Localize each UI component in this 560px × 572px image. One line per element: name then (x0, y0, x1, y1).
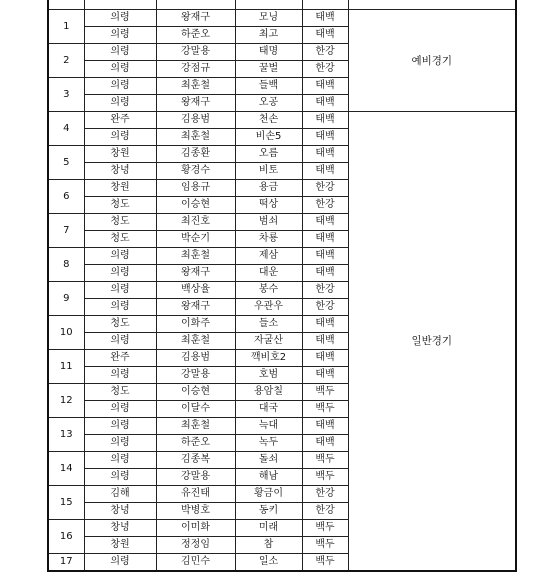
region-cell: 의령 (84, 44, 156, 61)
owner-cell: 이승현 (156, 384, 235, 401)
weight-class-cell: 한강 (302, 282, 348, 299)
region-cell: 의령 (84, 10, 156, 27)
match-number-cell: 16 (48, 520, 84, 554)
region-cell: 의령 (84, 61, 156, 78)
bull-name-cell: 봉수 (235, 282, 302, 299)
bull-name-cell: 호범 (235, 367, 302, 384)
owner-cell: 하준오 (156, 435, 235, 452)
owner-cell: 이화주 (156, 316, 235, 333)
bull-name-cell: 천손 (235, 112, 302, 129)
bull-name-cell: 일소 (235, 554, 302, 572)
match-number-cell: 10 (48, 316, 84, 350)
weight-class-cell: 한강 (302, 44, 348, 61)
region-cell: 의령 (84, 299, 156, 316)
header-cell (235, 0, 302, 10)
region-cell: 의령 (84, 129, 156, 146)
region-cell: 창녕 (84, 503, 156, 520)
owner-cell: 김용범 (156, 112, 235, 129)
owner-cell: 최진호 (156, 214, 235, 231)
match-number-cell: 3 (48, 78, 84, 112)
owner-cell: 최훈철 (156, 78, 235, 95)
weight-class-cell: 한강 (302, 486, 348, 503)
weight-class-cell: 백두 (302, 469, 348, 486)
bull-name-cell: 동키 (235, 503, 302, 520)
region-cell: 김해 (84, 486, 156, 503)
owner-cell: 강말용 (156, 469, 235, 486)
weight-class-cell: 백두 (302, 401, 348, 418)
bull-name-cell: 들소 (235, 316, 302, 333)
bull-name-cell: 제삼 (235, 248, 302, 265)
bull-name-cell: 범쇠 (235, 214, 302, 231)
owner-cell: 강말용 (156, 367, 235, 384)
weight-class-cell: 태백 (302, 27, 348, 44)
group-general-cell: 일반경기 (348, 112, 516, 572)
bull-name-cell: 떡상 (235, 197, 302, 214)
bull-name-cell: 비토 (235, 163, 302, 180)
match-number-cell: 1 (48, 10, 84, 44)
owner-cell: 최훈철 (156, 418, 235, 435)
region-cell: 청도 (84, 214, 156, 231)
match-table (47, 0, 517, 572)
bull-name-cell: 모닝 (235, 10, 302, 27)
owner-cell: 강점규 (156, 61, 235, 78)
region-cell: 의령 (84, 452, 156, 469)
weight-class-cell: 태백 (302, 214, 348, 231)
region-cell: 완주 (84, 112, 156, 129)
weight-class-cell: 태백 (302, 78, 348, 95)
owner-cell: 김종복 (156, 452, 235, 469)
region-cell: 완주 (84, 350, 156, 367)
owner-cell: 김종환 (156, 146, 235, 163)
owner-cell: 백상율 (156, 282, 235, 299)
bull-name-cell: 우관우 (235, 299, 302, 316)
owner-cell: 김민수 (156, 554, 235, 572)
weight-class-cell: 태백 (302, 316, 348, 333)
weight-class-cell: 백두 (302, 520, 348, 537)
match-number-cell: 2 (48, 44, 84, 78)
weight-class-cell: 백두 (302, 384, 348, 401)
bull-name-cell: 돌쇠 (235, 452, 302, 469)
weight-class-cell: 한강 (302, 503, 348, 520)
weight-class-cell: 한강 (302, 61, 348, 78)
owner-cell: 왕재구 (156, 265, 235, 282)
owner-cell: 최훈철 (156, 129, 235, 146)
region-cell: 의령 (84, 282, 156, 299)
bull-name-cell: 오공 (235, 95, 302, 112)
owner-cell: 강말용 (156, 44, 235, 61)
owner-cell: 박병호 (156, 503, 235, 520)
bull-name-cell: 늑대 (235, 418, 302, 435)
match-number-cell: 13 (48, 418, 84, 452)
weight-class-cell: 태백 (302, 146, 348, 163)
bull-name-cell: 해남 (235, 469, 302, 486)
owner-cell: 왕재구 (156, 299, 235, 316)
owner-cell: 황경수 (156, 163, 235, 180)
header-cell (348, 0, 516, 10)
bull-name-cell: 대국 (235, 401, 302, 418)
region-cell: 청도 (84, 197, 156, 214)
bull-name-cell: 들백 (235, 78, 302, 95)
region-cell: 의령 (84, 554, 156, 572)
region-cell: 의령 (84, 333, 156, 350)
header-cell (84, 0, 156, 10)
weight-class-cell: 태백 (302, 248, 348, 265)
weight-class-cell: 태백 (302, 95, 348, 112)
region-cell: 청도 (84, 316, 156, 333)
bull-name-cell: 비손5 (235, 129, 302, 146)
weight-class-cell: 태백 (302, 231, 348, 248)
weight-class-cell: 한강 (302, 197, 348, 214)
weight-class-cell: 태백 (302, 163, 348, 180)
region-cell: 청도 (84, 231, 156, 248)
match-table-container (47, 0, 517, 572)
bull-name-cell: 꿀벌 (235, 61, 302, 78)
weight-class-cell: 태백 (302, 435, 348, 452)
bull-name-cell: 깩비호2 (235, 350, 302, 367)
weight-class-cell: 태백 (302, 129, 348, 146)
owner-cell: 유진태 (156, 486, 235, 503)
weight-class-cell: 태백 (302, 10, 348, 27)
owner-cell: 김용범 (156, 350, 235, 367)
match-number-cell: 12 (48, 384, 84, 418)
weight-class-cell: 백두 (302, 554, 348, 572)
region-cell: 의령 (84, 435, 156, 452)
match-number-cell: 4 (48, 112, 84, 146)
region-cell: 의령 (84, 265, 156, 282)
header-cell (156, 0, 235, 10)
bull-name-cell: 최고 (235, 27, 302, 44)
region-cell: 창원 (84, 180, 156, 197)
weight-class-cell: 태백 (302, 333, 348, 350)
bull-name-cell: 용암칠 (235, 384, 302, 401)
bull-name-cell: 녹두 (235, 435, 302, 452)
bull-name-cell: 용금 (235, 180, 302, 197)
match-number-cell: 8 (48, 248, 84, 282)
owner-cell: 왕재구 (156, 10, 235, 27)
header-row (48, 0, 516, 10)
region-cell: 의령 (84, 27, 156, 44)
owner-cell: 이달수 (156, 401, 235, 418)
match-number-cell: 17 (48, 554, 84, 572)
region-cell: 창녕 (84, 163, 156, 180)
region-cell: 의령 (84, 367, 156, 384)
owner-cell: 박순기 (156, 231, 235, 248)
region-cell: 의령 (84, 469, 156, 486)
weight-class-cell: 한강 (302, 299, 348, 316)
group-preliminary-cell: 예비경기 (348, 10, 516, 112)
bull-name-cell: 차룡 (235, 231, 302, 248)
bull-name-cell: 참 (235, 537, 302, 554)
region-cell: 창원 (84, 146, 156, 163)
weight-class-cell: 태백 (302, 350, 348, 367)
header-cell (302, 0, 348, 10)
region-cell: 의령 (84, 248, 156, 265)
region-cell: 의령 (84, 95, 156, 112)
bull-name-cell: 대운 (235, 265, 302, 282)
owner-cell: 하준오 (156, 27, 235, 44)
weight-class-cell: 태백 (302, 367, 348, 384)
owner-cell: 왕재구 (156, 95, 235, 112)
owner-cell: 정정임 (156, 537, 235, 554)
match-number-cell: 11 (48, 350, 84, 384)
region-cell: 의령 (84, 78, 156, 95)
match-number-cell: 7 (48, 214, 84, 248)
region-cell: 청도 (84, 384, 156, 401)
weight-class-cell: 태백 (302, 418, 348, 435)
bull-name-cell: 태명 (235, 44, 302, 61)
match-number-cell: 6 (48, 180, 84, 214)
weight-class-cell: 백두 (302, 537, 348, 554)
region-cell: 창녕 (84, 520, 156, 537)
header-cell (48, 0, 84, 10)
bull-name-cell: 자굴산 (235, 333, 302, 350)
owner-cell: 임용규 (156, 180, 235, 197)
region-cell: 창원 (84, 537, 156, 554)
table-row (48, 10, 516, 27)
bull-name-cell: 오름 (235, 146, 302, 163)
match-number-cell: 15 (48, 486, 84, 520)
table-row (48, 112, 516, 129)
bull-name-cell: 황금이 (235, 486, 302, 503)
weight-class-cell: 태백 (302, 265, 348, 282)
bull-name-cell: 미래 (235, 520, 302, 537)
region-cell: 의령 (84, 401, 156, 418)
owner-cell: 최훈철 (156, 248, 235, 265)
region-cell: 의령 (84, 418, 156, 435)
match-number-cell: 14 (48, 452, 84, 486)
weight-class-cell: 한강 (302, 180, 348, 197)
match-number-cell: 5 (48, 146, 84, 180)
owner-cell: 이승현 (156, 197, 235, 214)
weight-class-cell: 백두 (302, 452, 348, 469)
weight-class-cell: 태백 (302, 112, 348, 129)
owner-cell: 이미화 (156, 520, 235, 537)
match-number-cell: 9 (48, 282, 84, 316)
owner-cell: 최훈철 (156, 333, 235, 350)
